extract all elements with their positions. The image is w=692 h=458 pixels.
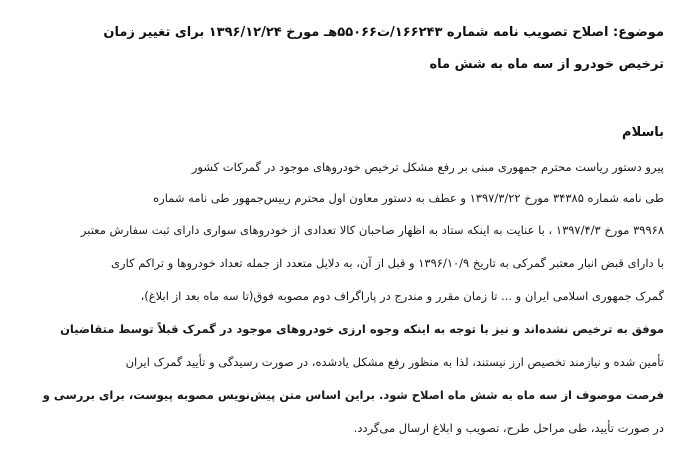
body-line: فرصت موصوف از سه ماه به شش ماه اصلاح شود. براین اساس متن پیش‌نویس مصوبه پیوست، برای بررسی و [42,388,664,402]
body-line: تأمین شده و نیازمند تخصیص ارز نیستند، لذا به منظور رفع مشکل یادشده، در صورت رسیدگی و تأیید گمرک ایران [125,355,664,369]
body-line: پیرو دستور ریاست محترم جمهوری مبنی بر رفع مشکل ترخیص خودروهای موجود در گمرکات کشور [191,160,664,174]
body-line: موفق به ترخیص نشده‌اند و نیز با توجه به اینکه وجوه ارزی خودروهای موجود در گمرک قبلاً توسط متقاضیان [60,322,664,336]
subject-line-1: موضوع: اصلاح تصویب نامه شماره ۱۶۶۲۴۳/ت۵۵۰۶۶هـ مورخ ۱۳۹۶/۱۲/۲۴ برای تغییر زمان [103,25,664,40]
body-line: با دارای قبض انبار معتبر گمرکی به تاریخ ۱۳۹۶/۱۰/۹ و قبل از آن، به دلایل متعدد از جمله تعداد خودروها و تراکم کاری [111,256,664,270]
body-line: گمرک جمهوری اسلامی ایران و ... تا زمان مقرر و مندرج در پاراگراف دوم مصوبه فوق(تا سه ماه بعد از ابلاغ)، [140,289,664,303]
greeting: باسلام [622,125,664,140]
body-line: در صورت تأیید، طی مراحل طرح، تصویب و ابلاغ ارسال می‌گردد. [353,421,664,435]
body-line: طی نامه شماره ۳۴۳۸۵ مورخ ۱۳۹۷/۳/۲۲ و عطف به دستور معاون اول محترم رییس‌جمهور طی نامه شماره [153,191,664,205]
body-line: ۳۹۹۶۸ مورخ ۱۳۹۷/۴/۳ ، با عنایت به اینکه ستاد به اظهار صاحبان کالا تعدادی از خودروهای سواری دارای ثبت سفارش معتبر [80,223,664,237]
subject-line-2: ترخیص خودرو از سه ماه به شش ماه [429,57,664,72]
